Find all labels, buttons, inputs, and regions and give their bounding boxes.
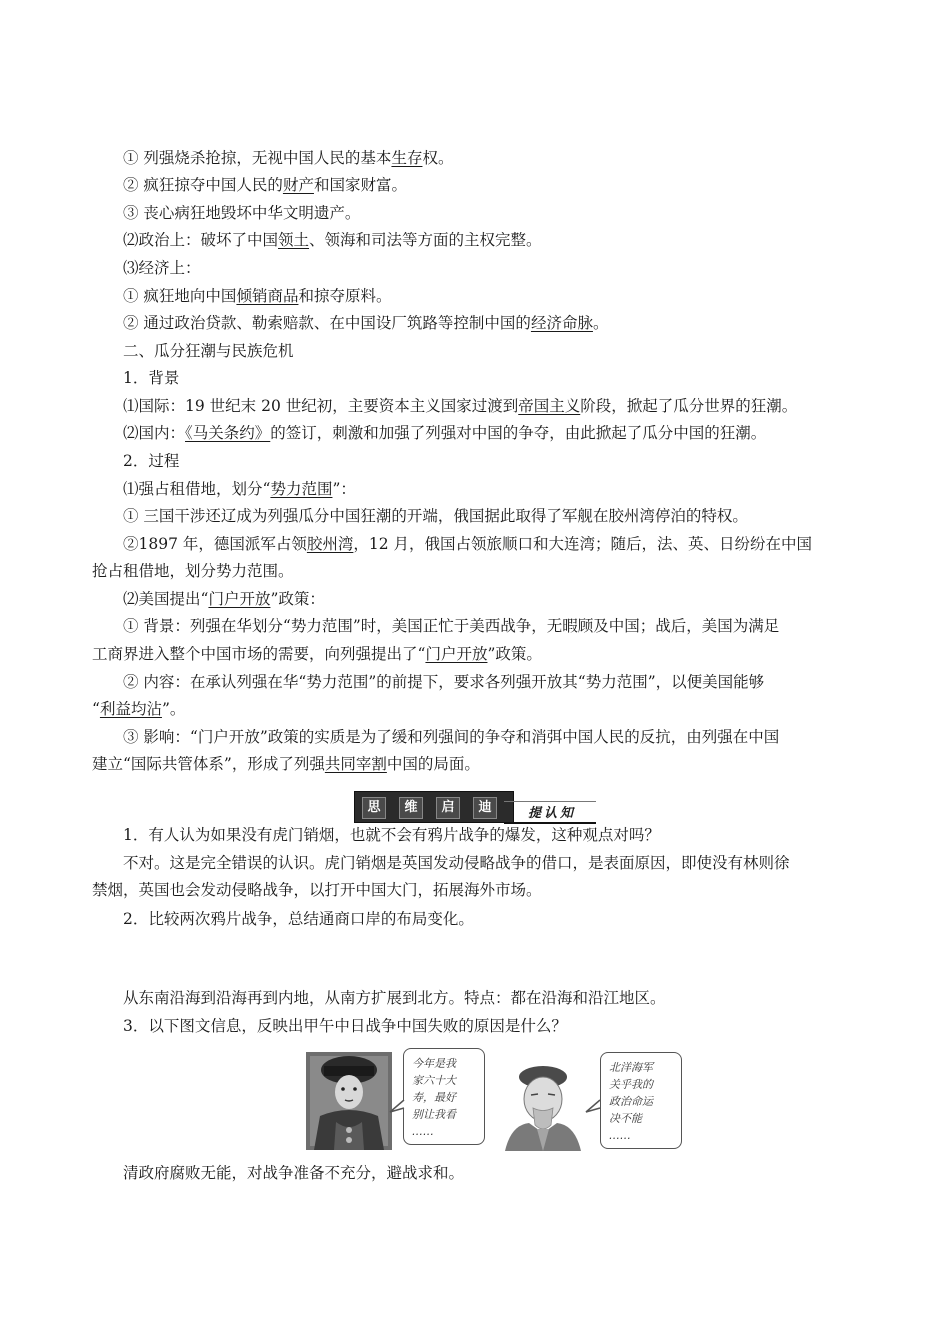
- line-segment: 、领海和司法等方面的主权完整。: [309, 231, 542, 249]
- thinking-inspiration-banner: [354, 791, 598, 824]
- text-line: [123, 148, 453, 168]
- underlined-key-term: 门户开放: [425, 645, 488, 663]
- banner-char: 迪: [473, 797, 497, 819]
- line-segment: ② 疯狂掠夺中国人民的: [123, 176, 283, 194]
- line-segment: ”：: [332, 480, 356, 498]
- line-segment: 1．背景: [123, 369, 180, 387]
- text-line: [123, 423, 766, 443]
- line-segment: ”。: [161, 700, 186, 718]
- li-speech-bubble: [600, 1052, 682, 1149]
- cixi-speech-text: 今年是我 家六十大 寿，最好 别让我看 ……: [412, 1057, 456, 1138]
- text-line: [123, 230, 542, 250]
- line-segment: 3．以下图文信息，反映出甲午中日战争中国失败的原因是什么？: [123, 1017, 567, 1035]
- line-segment: 2．比较两次鸦片战争，总结通商口岸的布局变化。: [123, 910, 474, 928]
- line-segment: 禁烟，英国也会发动侵略战争，以打开中国大门，拓展海外市场。: [92, 881, 542, 899]
- line-segment: ① 疯狂地向中国: [123, 287, 237, 305]
- banner-ribbon-text: 提认知: [528, 806, 577, 821]
- line-segment: “: [92, 700, 100, 718]
- line-segment: 抢占租借地，划分势力范围。: [92, 562, 294, 580]
- cixi-speech-bubble: [403, 1048, 485, 1145]
- line-segment: ③ 丧心病狂地毁坏中华文明遗产。: [123, 204, 361, 222]
- banner-ribbon: [504, 801, 596, 824]
- line-segment: ②1897 年，德国派军占领: [123, 535, 307, 553]
- text-line: [123, 1016, 567, 1036]
- line-segment: ⑴强占租借地，划分“: [123, 480, 271, 498]
- text-line: [123, 672, 764, 692]
- underlined-key-term: 经济命脉: [530, 314, 593, 332]
- text-line: [92, 880, 542, 900]
- line-segment: 和掠夺原料。: [298, 287, 392, 305]
- line-segment: ⑴国际：19 世纪末 20 世纪初，主要资本主义国家过渡到: [123, 397, 519, 415]
- text-line: [123, 506, 748, 526]
- text-line: [123, 175, 407, 195]
- line-segment: ③ 影响：“门户开放”政策的实质是为了缓和列强间的争夺和消弭中国人民的反抗，由列强在中国: [123, 728, 780, 746]
- underlined-key-term: 领土: [278, 231, 310, 249]
- text-line: [123, 396, 797, 416]
- line-segment: ① 三国干涉还辽成为列强瓜分中国狂潮的开端，俄国据此取得了军舰在胶州湾停泊的特权。: [123, 507, 748, 525]
- text-line: [123, 589, 325, 609]
- underlined-key-term: 倾销商品: [236, 287, 299, 305]
- underlined-key-term: 生存: [391, 149, 423, 167]
- text-line: [123, 1163, 464, 1183]
- underlined-key-term: 共同宰割: [324, 755, 387, 773]
- text-line: [123, 286, 391, 306]
- text-line: [92, 754, 480, 774]
- text-line: [123, 341, 294, 361]
- text-line: [123, 479, 356, 499]
- line-segment: ① 列强烧杀抢掠，无视中国人民的基本: [123, 149, 392, 167]
- text-line: [123, 451, 179, 471]
- line-segment: ”政策：: [270, 590, 325, 608]
- text-line: [123, 368, 179, 388]
- text-line: [92, 699, 185, 719]
- bubble-tail-left: [388, 1098, 406, 1118]
- line-segment: 阶段，掀起了瓜分世界的狂潮。: [580, 397, 798, 415]
- banner-char: 思: [362, 797, 386, 819]
- underlined-key-term: 帝国主义: [518, 397, 581, 415]
- line-segment: 1．有人认为如果没有虎门销烟，也就不会有鸦片战争的爆发，这种观点对吗？: [123, 826, 660, 844]
- line-segment: 权。: [422, 149, 454, 167]
- text-line: [123, 727, 779, 747]
- banner-char: 维: [399, 797, 423, 819]
- bubble-tail-right: [584, 1098, 602, 1118]
- text-line: [123, 853, 790, 873]
- line-segment: ”政策。: [487, 645, 542, 663]
- line-segment: ⑶经济上：: [123, 259, 201, 277]
- line-segment: 2．过程: [123, 452, 180, 470]
- cixi-portrait-image: [306, 1052, 392, 1150]
- line-segment: 中国的局面。: [386, 755, 480, 773]
- text-line: [92, 561, 294, 581]
- line-segment: ② 内容：在承认列强在华“势力范围”的前提下，要求各列强开放其“势力范围”，以便美国能够: [123, 673, 765, 691]
- line-segment: ② 通过政治贷款、勒索赔款、在中国设厂筑路等控制中国的: [123, 314, 531, 332]
- line-segment: ⑵政治上：破坏了中国: [123, 231, 279, 249]
- line-segment: 的签订，刺激和加强了列强对中国的争夺，由此掀起了瓜分中国的狂潮。: [270, 424, 767, 442]
- line-segment: ⑵国内：: [123, 424, 186, 442]
- underlined-key-term: 势力范围: [270, 480, 333, 498]
- li-hongzhang-portrait-image: [493, 1063, 591, 1151]
- text-line: [123, 203, 360, 223]
- li-speech-text: 北洋海军 关乎我的 政治命运 决不能 ……: [609, 1061, 653, 1142]
- text-line: [123, 825, 660, 845]
- line-segment: 和国家财富。: [313, 176, 407, 194]
- line-segment: 从东南沿海到沿海再到内地，从南方扩展到北方。特点：都在沿海和沿江地区。: [123, 989, 666, 1007]
- banner-char: 启: [436, 797, 460, 819]
- underlined-key-term: 门户开放: [208, 590, 271, 608]
- line-segment: 清政府腐败无能，对战争准备不充分，避战求和。: [123, 1164, 465, 1182]
- underlined-key-term: 利益均沾: [99, 700, 162, 718]
- text-line: [123, 258, 201, 278]
- line-segment: 不对。这是完全错误的认识。虎门销烟是英国发动侵略战争的借口，是表面原因，即使没有林则徐: [123, 854, 790, 872]
- line-segment: 二、瓜分狂潮与民族危机: [123, 342, 294, 360]
- underlined-key-term: 胶州湾: [306, 535, 354, 553]
- text-line: [123, 313, 608, 333]
- line-segment: 建立“国际共管体系”，形成了列强: [92, 755, 325, 773]
- underlined-key-term: 《马关条约》: [185, 424, 271, 442]
- text-line: [123, 534, 812, 554]
- line-segment: 工商界进入整个中国市场的需要，向列强提出了“: [92, 645, 426, 663]
- line-segment: 。: [592, 314, 609, 332]
- text-line: [123, 616, 779, 636]
- line-segment: ① 背景：列强在华划分“势力范围”时，美国正忙于美西战争，无暇顾及中国；战后，美国为满足: [123, 617, 780, 635]
- text-line: [123, 909, 474, 929]
- text-line: [92, 644, 542, 664]
- underlined-key-term: 财产: [282, 176, 314, 194]
- text-line: [123, 988, 666, 1008]
- line-segment: ⑵美国提出“: [123, 590, 209, 608]
- line-segment: ，12 月，俄国占领旅顺口和大连湾；随后，法、英、日纷纷在中国: [353, 535, 813, 553]
